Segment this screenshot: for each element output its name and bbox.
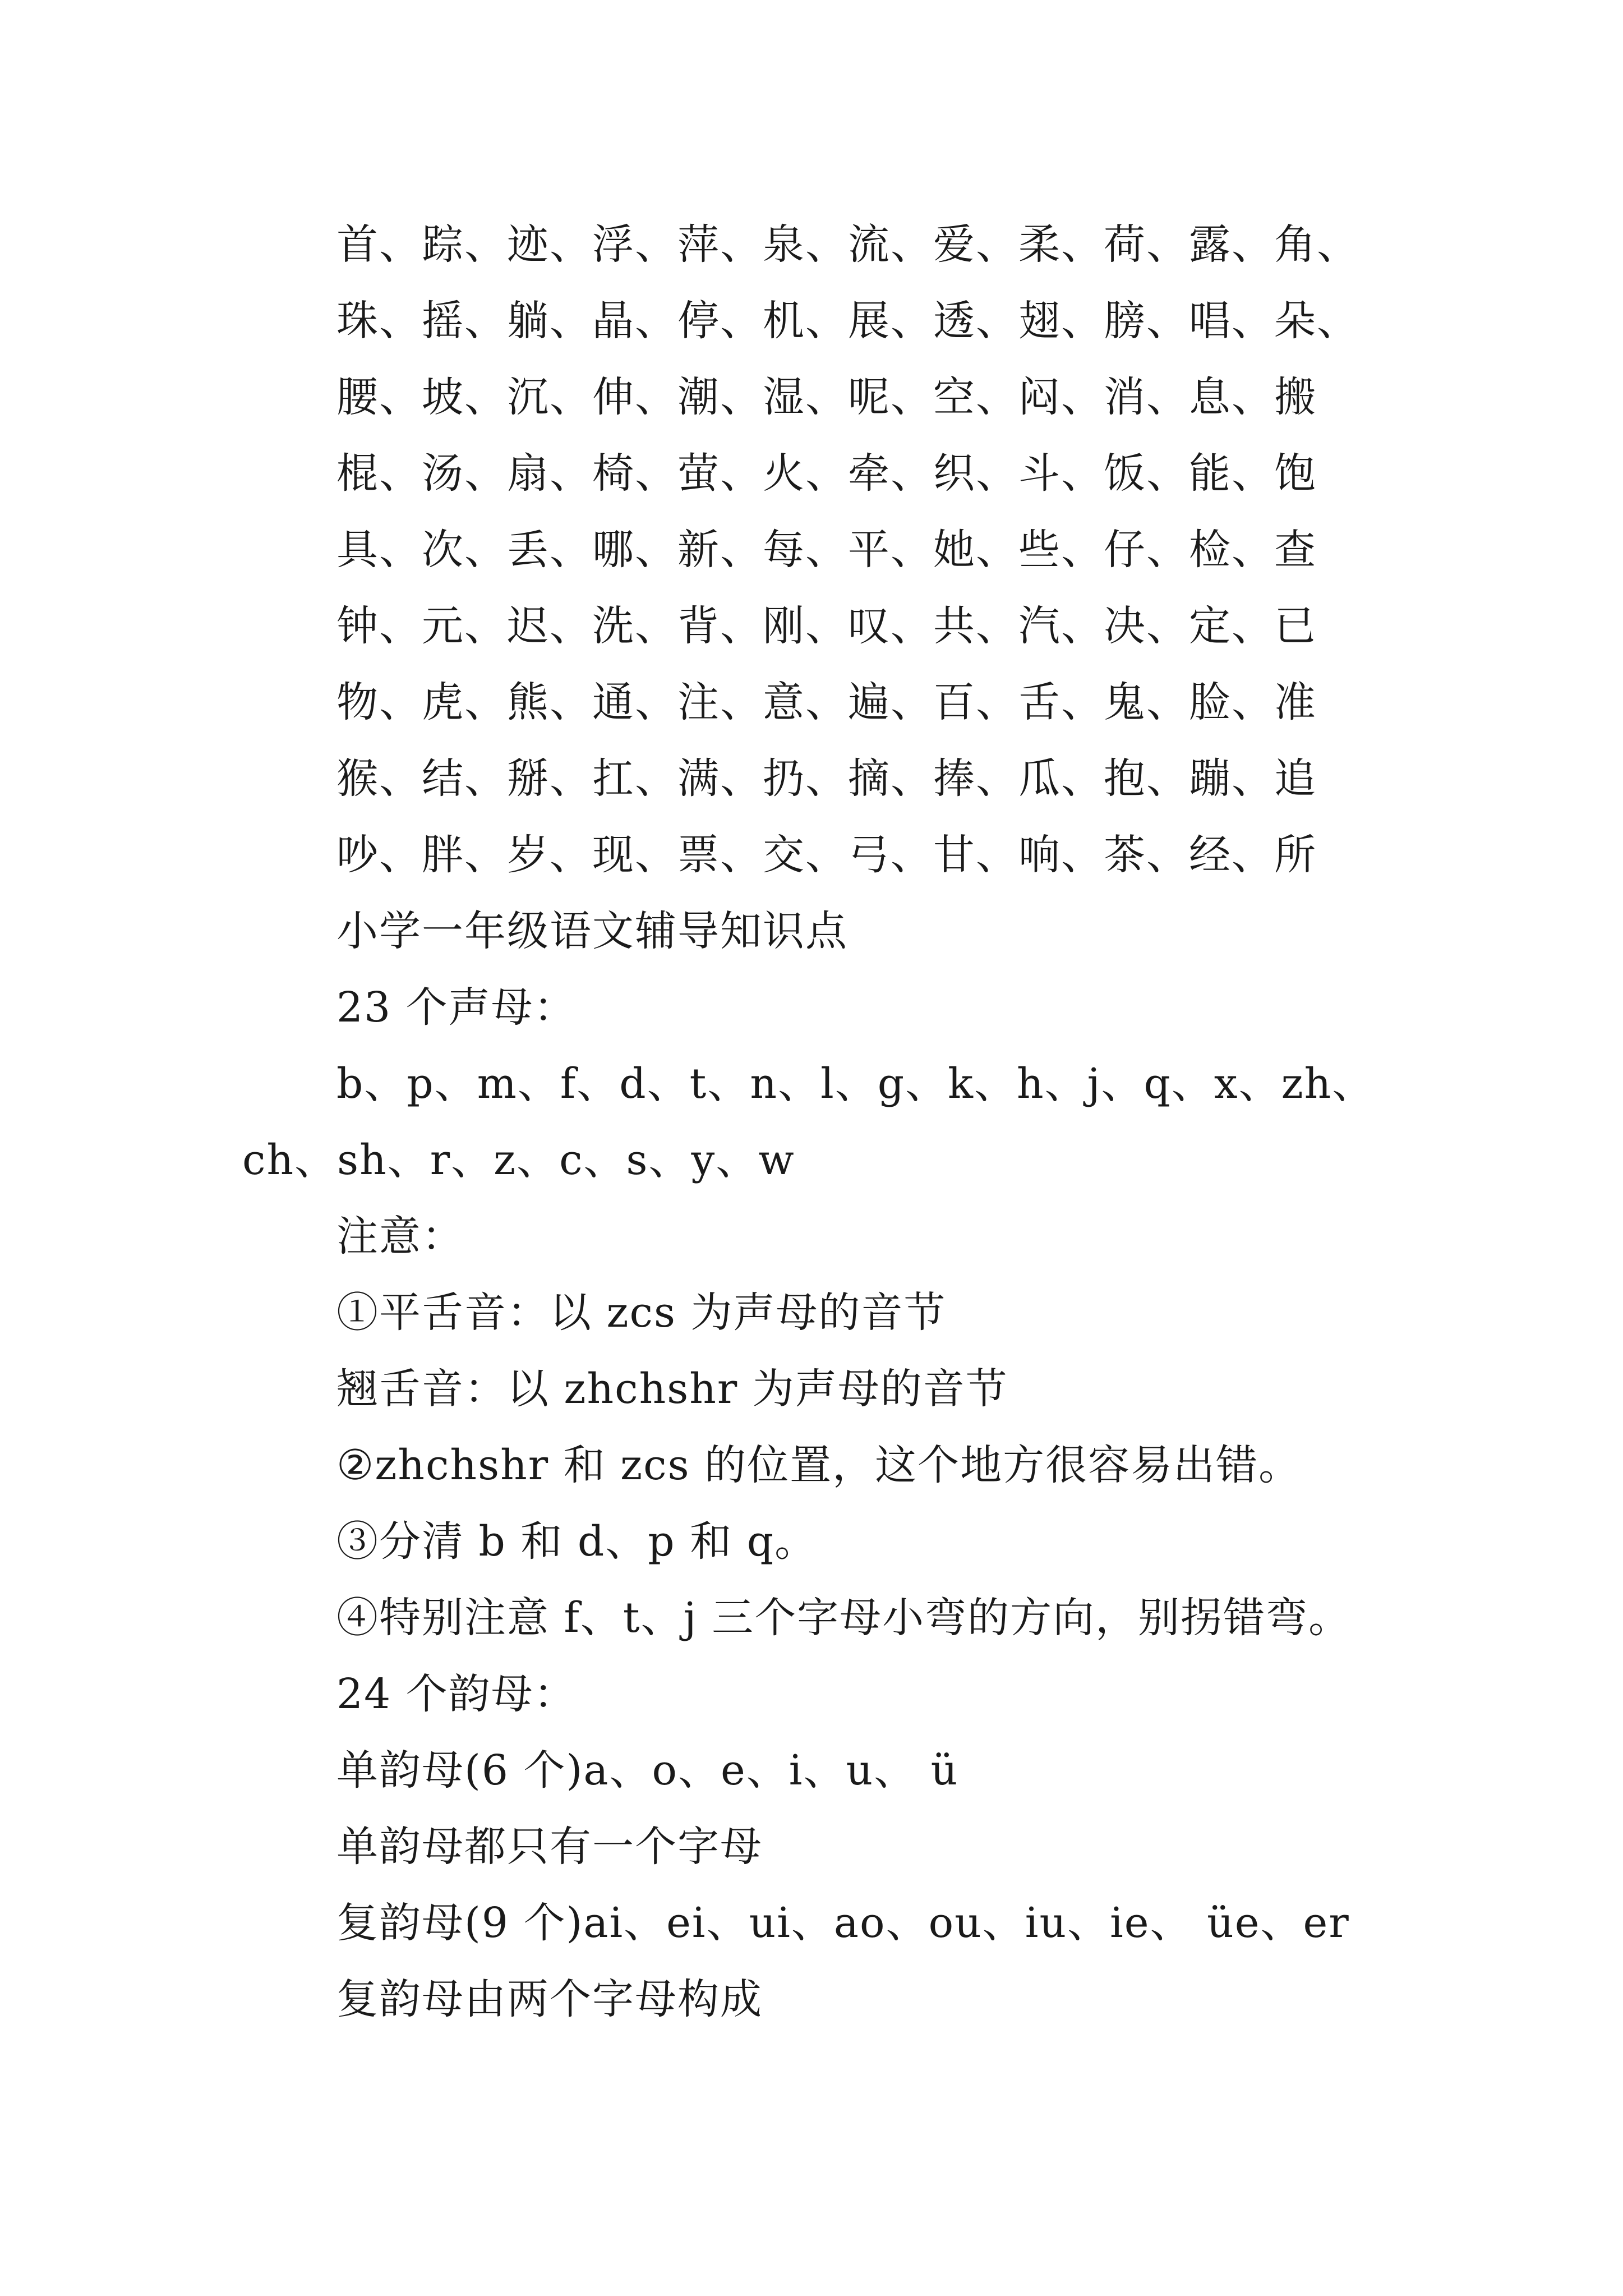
text-line: 腰、坡、沉、伸、潮、湿、呢、空、闷、消、息、搬 (336, 373, 1317, 421)
text-line: 复韵母(9 个)ai、ei、ui、ao、ou、iu、ie、 üe、er (336, 1899, 1350, 1947)
text-line: ②zhchshr 和 zcs 的位置，这个地方很容易出错。 (336, 1441, 1302, 1489)
text-line: b、p、m、f、d、t、n、l、g、k、h、j、q、x、zh、 (336, 1060, 1375, 1108)
text-line: 猴、结、掰、扛、满、扔、摘、捧、瓜、抱、蹦、追 (336, 754, 1317, 803)
text-line: 吵、胖、岁、现、票、交、弓、甘、响、茶、经、所 (336, 831, 1317, 879)
section-heading-initials: 23 个声母： (336, 983, 577, 1032)
text-line: 单韵母都只有一个字母 (336, 1823, 763, 1871)
text-line: 复韵母由两个字母构成 (336, 1975, 763, 2023)
text-line: 珠、摇、躺、晶、停、机、展、透、翅、膀、唱、朵、 (336, 297, 1359, 345)
section-heading-finals: 24 个韵母： (336, 1670, 577, 1718)
text-line: 翘舌音：以 zhchshr 为声母的音节 (336, 1365, 1008, 1413)
text-line: ④特别注意 f、t、j 三个字母小弯的方向，别拐错弯。 (336, 1594, 1352, 1642)
text-line: 首、踪、迹、浮、萍、泉、流、爱、柔、荷、露、角、 (336, 220, 1359, 269)
text-line: ①平舌音：以 zcs 为声母的音节 (336, 1289, 947, 1337)
text-line: 物、虎、熊、通、注、意、遍、百、舌、鬼、脸、准 (336, 678, 1317, 726)
text-line: 钟、元、迟、洗、背、刚、叹、共、汽、决、定、已 (336, 602, 1317, 650)
section-title: 小学一年级语文辅导知识点 (336, 907, 848, 955)
text-line: 棍、汤、扇、椅、萤、火、牵、织、斗、饭、能、饱 (336, 449, 1317, 498)
text-line: 单韵母(6 个)a、o、e、i、u、 ü (336, 1746, 959, 1795)
text-line: ch、sh、r、z、c、s、y、w (242, 1136, 795, 1184)
text-line: ③分清 b 和 d、p 和 q。 (336, 1517, 818, 1566)
note-heading: 注意： (336, 1212, 464, 1260)
text-line: 具、次、丢、哪、新、每、平、她、些、仔、检、查 (336, 526, 1317, 574)
